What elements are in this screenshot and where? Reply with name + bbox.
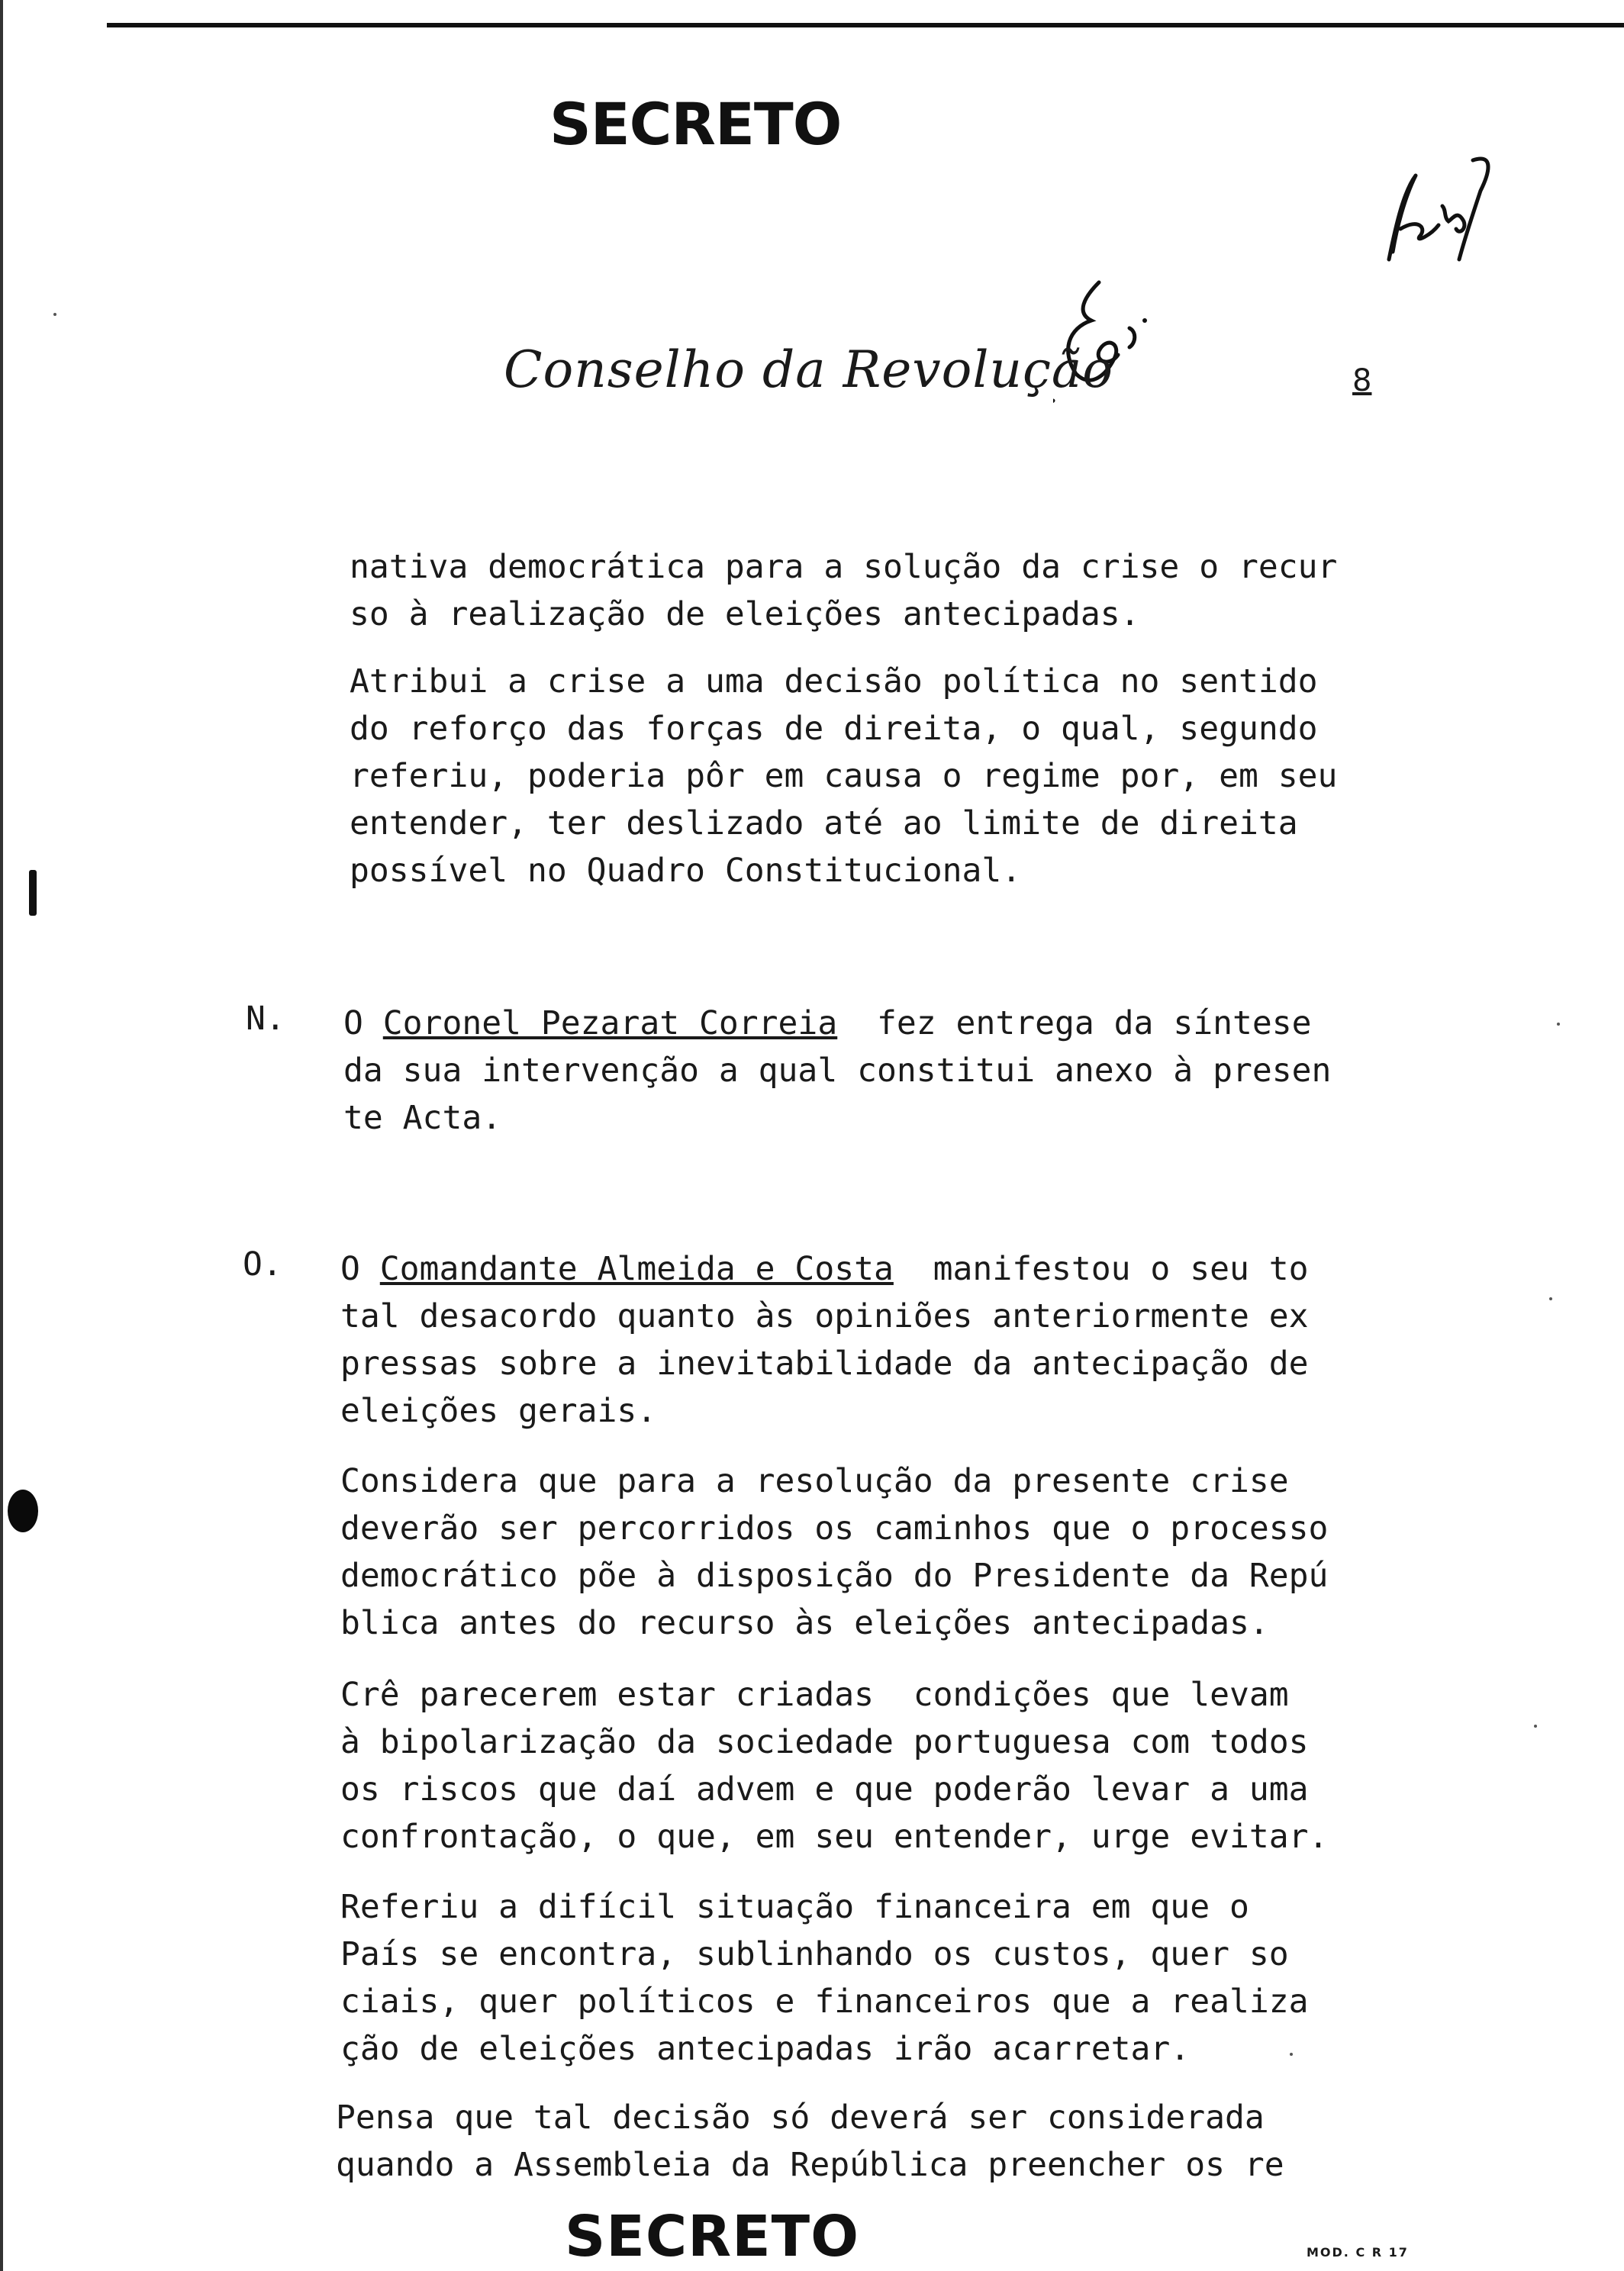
scan-speck xyxy=(53,313,56,316)
text-line: Considera que para a resolução da presente crise xyxy=(340,1462,1289,1500)
text-fragment: fez entrega da síntese xyxy=(877,1004,1312,1042)
paragraph xyxy=(350,543,1337,638)
item-letter: N. xyxy=(246,1000,285,1038)
text-line: so à realização de eleições antecipadas. xyxy=(350,595,1140,633)
text-line: País se encontra, sublinhando os custos, quer so xyxy=(340,1935,1289,1973)
handwritten-initials xyxy=(1374,145,1511,282)
item-letter: O. xyxy=(243,1245,282,1284)
text-line: possível no Quadro Constitucional. xyxy=(350,852,1022,890)
paragraph xyxy=(340,1671,1328,1860)
text-line: O Coronel Pezarat Correia fez entrega da síntese xyxy=(343,1004,1312,1042)
text-line: da sua intervenção a qual constitui anexo à presen xyxy=(343,1052,1332,1090)
text-line: te Acta. xyxy=(343,1099,502,1137)
text-line: à bipolarização da sociedade portuguesa com todos xyxy=(340,1723,1309,1761)
text-line: tal desacordo quanto às opiniões anteriormente ex xyxy=(340,1297,1309,1335)
text-line: deverão ser percorridos os caminhos que o processo xyxy=(340,1509,1329,1548)
paragraph xyxy=(350,658,1337,894)
form-code: MOD. C R 17 xyxy=(1307,2245,1409,2260)
text-line: ção de eleições antecipadas irão acarretar. xyxy=(340,2030,1191,2068)
speaker-name: Comandante Almeida e Costa xyxy=(379,1250,894,1288)
top-rule xyxy=(107,23,1624,27)
scan-speck xyxy=(1290,2053,1293,2056)
classification-stamp-top: SECRETO xyxy=(549,90,842,158)
speaker-name: Coronel Pezarat Correia xyxy=(382,1004,838,1042)
text-line: pressas sobre a inevitabilidade da antecipação de xyxy=(340,1345,1309,1383)
text-line: Crê parecerem estar criadas condições que levam xyxy=(340,1676,1289,1714)
text-line: nativa democrática para a solução da crise o recur xyxy=(350,548,1338,586)
text-line: entender, ter deslizado até ao limite de direita xyxy=(350,804,1298,842)
paragraph xyxy=(340,1883,1309,2073)
text-line: Pensa que tal decisão só deverá ser considerada xyxy=(336,2099,1265,2137)
text-line: ciais, quer políticos e financeiros que a realiza xyxy=(340,1983,1309,2021)
text-line: os riscos que daí advem e que poderão levar a uma xyxy=(340,1770,1309,1809)
text-line: democrático põe à disposição do Presidente da Repú xyxy=(340,1557,1329,1595)
punch-hole xyxy=(8,1490,38,1532)
text-line: blica antes do recurso às eleições antecipadas. xyxy=(340,1604,1269,1642)
text-line: confrontação, o que, em seu entender, urge evitar. xyxy=(340,1818,1329,1856)
text-line: Referiu a difícil situação financeira em que o xyxy=(340,1888,1249,1926)
item-n-text xyxy=(343,1000,1331,1142)
text-line: quando a Assembleia da República preencher os re xyxy=(336,2146,1284,2184)
text-line: eleições gerais. xyxy=(340,1392,657,1430)
scan-speck xyxy=(1549,1297,1552,1300)
paragraph xyxy=(336,2094,1284,2189)
scan-speck xyxy=(1557,1023,1560,1026)
text-line: Atribui a crise a uma decisão política no sentido xyxy=(350,662,1318,701)
text-line: referiu, poderia pôr em causa o regime por, em seu xyxy=(350,757,1338,795)
letterhead: Conselho da Revolução xyxy=(504,340,1114,399)
page-edge-shadow xyxy=(0,0,3,2271)
page-number: 8 xyxy=(1352,363,1372,398)
scan-speck xyxy=(1534,1725,1537,1728)
text-fragment: manifestou o seu to xyxy=(933,1250,1309,1288)
margin-mark xyxy=(29,870,37,916)
classification-stamp-bottom: SECRETO xyxy=(565,2204,860,2269)
text-line: do reforço das forças de direita, o qual, segundo xyxy=(350,710,1318,748)
paragraph xyxy=(340,1458,1328,1647)
text-line: O Comandante Almeida e Costa manifestou o seu to xyxy=(340,1250,1309,1288)
item-o-text xyxy=(340,1245,1309,1435)
